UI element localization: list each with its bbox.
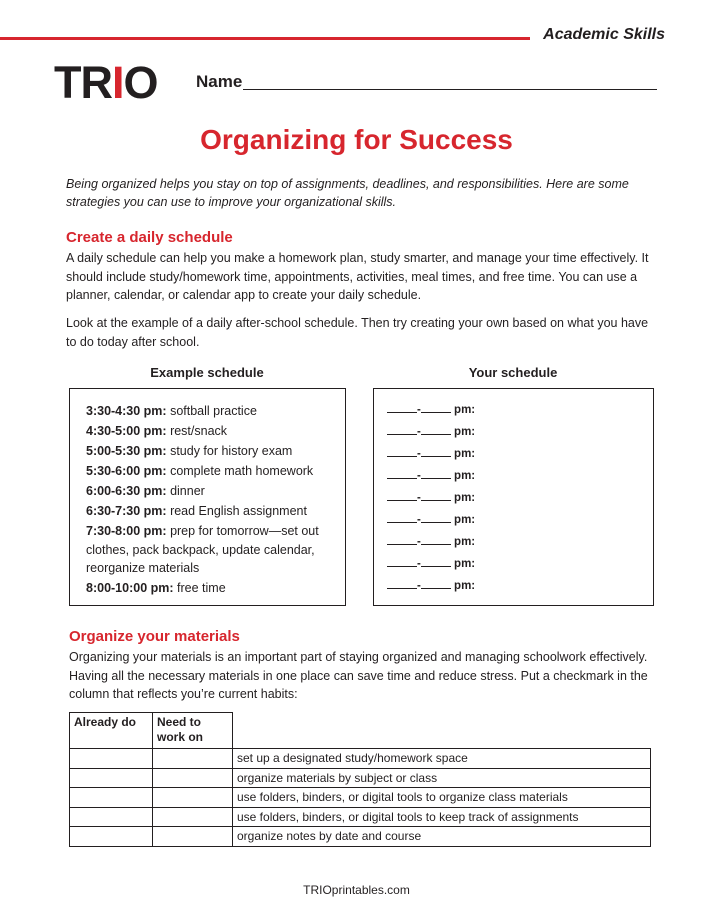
already-do-checkbox-cell[interactable] (70, 788, 153, 808)
schedule-time: 5:00-5:30 pm: (86, 444, 167, 458)
start-time-blank[interactable] (387, 492, 417, 501)
habit-description: use folders, binders, or digital tools to keep track of assignments (233, 807, 651, 827)
example-schedule-item (86, 422, 334, 441)
dash: - (417, 448, 421, 460)
dash: - (417, 492, 421, 504)
footer-url: TRIOprintables.com (303, 883, 410, 897)
schedule-task: prep for tomorrow—set out clothes, pack backpack, update calendar, reorganize materials (86, 524, 319, 575)
logo-part: TR (54, 57, 112, 108)
end-time-blank[interactable] (421, 470, 451, 479)
start-time-blank[interactable] (387, 580, 417, 589)
schedule-paragraph: A daily schedule can help you make a homework plan, study smarter, and manage your time effectively. It should include study/homework time, appointments, activities, meal times, and free time. You can use a planner, calendar, or calendar app to create your daily schedule. (66, 251, 649, 302)
intro-text: Being organized helps you stay on top of assignments, deadlines, and responsibilities. Here are some strategies you can use to improve your organizational skills. (66, 177, 629, 209)
dash: - (417, 470, 421, 482)
example-schedule-item (86, 442, 334, 461)
logo-part: O (123, 57, 158, 108)
logo-accent: I (112, 57, 124, 108)
pm-label: pm: (454, 514, 476, 526)
end-time-blank[interactable] (421, 514, 451, 523)
example-schedule-item (86, 579, 334, 598)
schedule-time: 6:00-6:30 pm: (86, 484, 167, 498)
section-heading-materials: Organize your materials (69, 628, 240, 645)
example-schedule-item (86, 502, 334, 521)
end-time-blank[interactable] (421, 536, 451, 545)
schedule-time: 5:30-6:00 pm: (86, 464, 167, 478)
your-schedule-row[interactable] (387, 401, 475, 423)
your-schedule-box (373, 388, 654, 606)
your-schedule-row[interactable] (387, 555, 475, 577)
schedule-instructions: Look at the example of a daily after-school schedule. Then try creating your own based on what you have to do today after school. (66, 316, 649, 349)
example-schedule-list (86, 402, 334, 599)
schedule-time: 8:00-10:00 pm: (86, 581, 174, 595)
start-time-blank[interactable] (387, 448, 417, 457)
need-to-work-on-checkbox-cell[interactable] (153, 749, 233, 769)
start-time-blank[interactable] (387, 404, 417, 413)
start-time-blank[interactable] (387, 558, 417, 567)
start-time-blank[interactable] (387, 514, 417, 523)
habit-description: use folders, binders, or digital tools to organize class materials (233, 788, 651, 808)
name-label: Name (196, 72, 243, 91)
schedule-task: softball practice (166, 404, 257, 418)
already-do-checkbox-cell[interactable] (70, 807, 153, 827)
schedule-task: rest/snack (166, 424, 228, 438)
pm-label: pm: (454, 404, 476, 416)
your-schedule-row[interactable] (387, 511, 475, 533)
end-time-blank[interactable] (421, 404, 451, 413)
example-schedule-heading: Example schedule (150, 365, 264, 380)
schedule-task: read English assignment (166, 504, 307, 518)
schedule-time: 3:30-4:30 pm: (86, 404, 167, 418)
dash: - (417, 536, 421, 548)
dash: - (417, 514, 421, 526)
dash: - (417, 580, 421, 592)
your-schedule-row[interactable] (387, 423, 475, 445)
start-time-blank[interactable] (387, 536, 417, 545)
need-to-work-on-checkbox-cell[interactable] (153, 827, 233, 847)
dash: - (417, 558, 421, 570)
habit-description: organize materials by subject or class (233, 768, 651, 788)
your-schedule-row[interactable] (387, 489, 475, 511)
schedule-task: complete math homework (166, 464, 314, 478)
pm-label: pm: (454, 536, 476, 548)
your-schedule-list (387, 401, 475, 599)
schedule-time: 7:30-8:00 pm: (86, 524, 167, 538)
pm-label: pm: (454, 448, 476, 460)
your-schedule-row[interactable] (387, 577, 475, 599)
schedule-time: 4:30-5:00 pm: (86, 424, 167, 438)
your-schedule-heading: Your schedule (468, 365, 558, 380)
example-schedule-item (86, 482, 334, 501)
section-heading-schedule: Create a daily schedule (66, 229, 233, 246)
pm-label: pm: (454, 558, 476, 570)
end-time-blank[interactable] (421, 426, 451, 435)
table-row (70, 749, 651, 769)
your-schedule-row[interactable] (387, 445, 475, 467)
habit-description: set up a designated study/homework space (233, 749, 651, 769)
need-to-work-on-checkbox-cell[interactable] (153, 788, 233, 808)
schedule-task: free time (173, 581, 226, 595)
col-already-do: Already do (70, 713, 153, 749)
already-do-checkbox-cell[interactable] (70, 827, 153, 847)
example-schedule-item (86, 402, 334, 421)
start-time-blank[interactable] (387, 470, 417, 479)
example-schedule-box (69, 388, 346, 606)
category-label: Academic Skills (543, 26, 665, 43)
end-time-blank[interactable] (421, 492, 451, 501)
col-need-to-work-on: Need to work on (153, 713, 233, 749)
need-to-work-on-checkbox-cell[interactable] (153, 768, 233, 788)
already-do-checkbox-cell[interactable] (70, 749, 153, 769)
trio-logo (54, 57, 158, 108)
materials-paragraph: Organizing your materials is an important part of staying organized and managing schoolwork effectively. Having all the necessary materials in one place can save time and reduce stress. Put a checkmark in the column that reflects you’re current habits: (69, 650, 648, 701)
table-row (70, 768, 651, 788)
name-field-line[interactable] (243, 89, 657, 90)
already-do-checkbox-cell[interactable] (70, 768, 153, 788)
end-time-blank[interactable] (421, 558, 451, 567)
example-schedule-item (86, 462, 334, 481)
pm-label: pm: (454, 580, 476, 592)
schedule-time: 6:30-7:30 pm: (86, 504, 167, 518)
dash: - (417, 404, 421, 416)
pm-label: pm: (454, 426, 476, 438)
habits-table (69, 712, 651, 847)
col-empty (233, 713, 651, 749)
schedule-task: study for history exam (166, 444, 293, 458)
table-row (70, 788, 651, 808)
start-time-blank[interactable] (387, 426, 417, 435)
table-row (70, 827, 651, 847)
page-title: Organizing for Success (200, 124, 513, 155)
pm-label: pm: (454, 470, 476, 482)
pm-label: pm: (454, 492, 476, 504)
table-row (70, 807, 651, 827)
header-rule (0, 37, 530, 40)
end-time-blank[interactable] (421, 448, 451, 457)
example-schedule-item (86, 522, 334, 578)
your-schedule-row[interactable] (387, 467, 475, 489)
your-schedule-row[interactable] (387, 533, 475, 555)
dash: - (417, 426, 421, 438)
end-time-blank[interactable] (421, 580, 451, 589)
need-to-work-on-checkbox-cell[interactable] (153, 807, 233, 827)
schedule-task: dinner (166, 484, 205, 498)
habit-description: organize notes by date and course (233, 827, 651, 847)
